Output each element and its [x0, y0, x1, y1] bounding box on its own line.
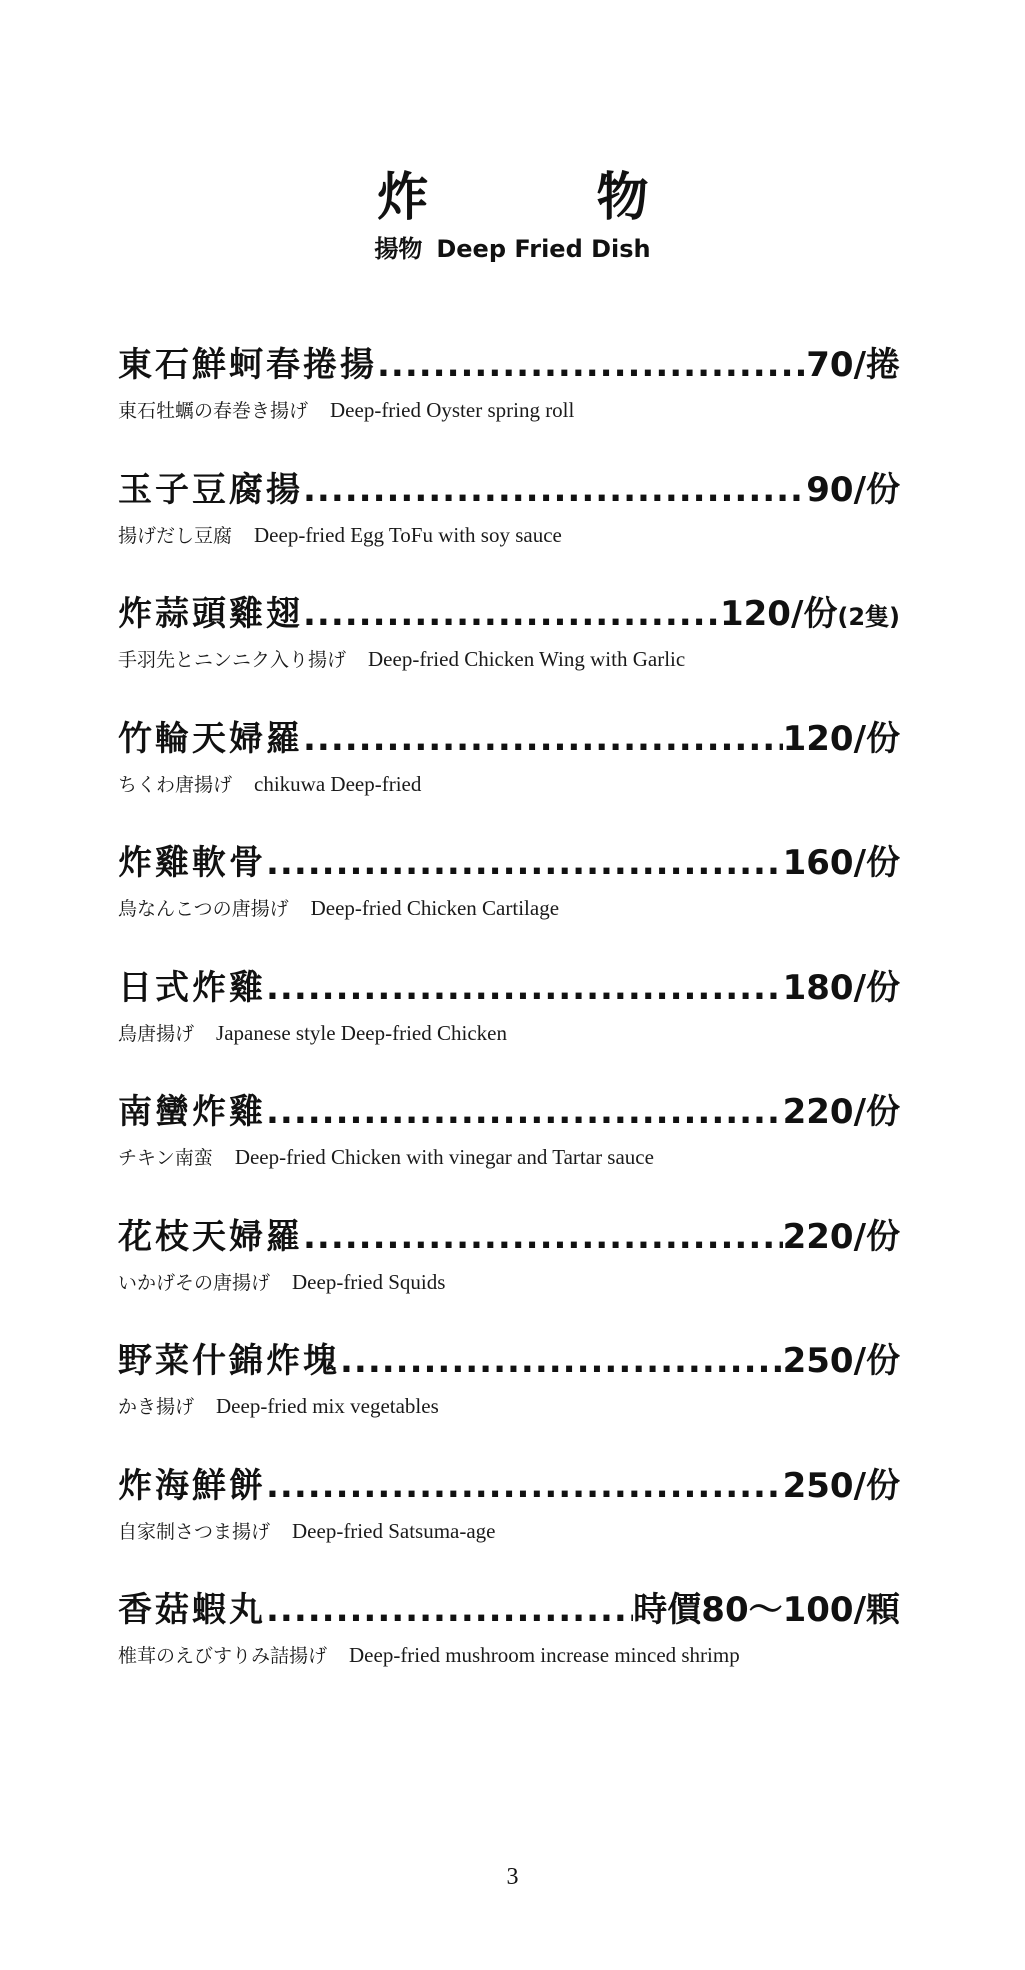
- menu-item-line: [118, 591, 900, 637]
- menu-list: [118, 342, 900, 1712]
- item-desc-japanese: 椎茸のえびすりみ詰揚げ: [118, 1645, 328, 1667]
- page-subtitle: [0, 233, 1025, 265]
- item-description: [118, 396, 900, 425]
- item-price-group: [806, 342, 900, 388]
- item-desc-english: Deep-fried Egg ToFu with soy sauce: [254, 522, 562, 547]
- menu-item-line: [118, 716, 900, 762]
- item-price-note: (2隻): [837, 603, 900, 631]
- menu-item: [118, 1089, 900, 1214]
- item-name: 炸雞軟骨: [118, 843, 266, 883]
- dot-leader: [377, 342, 806, 388]
- item-name: 香菇蝦丸: [118, 1590, 266, 1630]
- item-price-group: [783, 1463, 900, 1509]
- item-desc-japanese: いかげその唐揚げ: [118, 1271, 271, 1294]
- item-price: 250/份: [782, 1465, 900, 1506]
- menu-item: [118, 342, 900, 467]
- item-name: 日式炸雞: [118, 967, 266, 1008]
- subtitle-english: Deep Fried Dish: [436, 235, 651, 263]
- item-name: 炸海鮮餅: [118, 1465, 266, 1506]
- item-desc-english: Japanese style Deep-fried Chicken: [216, 1020, 507, 1045]
- item-price-group: [783, 1214, 900, 1260]
- menu-item: [118, 1214, 900, 1339]
- item-price: 120/份: [719, 594, 838, 634]
- dot-leader: [303, 591, 720, 637]
- menu-item-line: [118, 342, 900, 388]
- page-title: 炸 物: [376, 168, 707, 228]
- dot-leader: [266, 840, 783, 886]
- item-price: 90/份: [806, 469, 900, 510]
- dot-leader: [340, 1338, 783, 1384]
- item-name: 竹輪天婦羅: [118, 718, 303, 759]
- dot-leader: [266, 1089, 783, 1135]
- menu-item-line: [118, 467, 900, 513]
- item-desc-english: chikuwa Deep-fried: [254, 771, 422, 796]
- item-desc-english: Deep-fried Chicken Cartilage: [310, 896, 560, 920]
- item-description: [118, 1268, 900, 1297]
- item-price-group: [783, 1338, 900, 1384]
- item-description: [118, 1392, 900, 1421]
- item-desc-japanese: チキン南蛮: [118, 1147, 213, 1169]
- item-name: 南蠻炸雞: [118, 1092, 266, 1132]
- item-desc-japanese: 鳥唐揚げ: [118, 1022, 195, 1045]
- subtitle-japanese: 揚物: [374, 235, 423, 263]
- item-desc-english: Deep-fried Chicken with vinegar and Tartar sauce: [234, 1145, 654, 1169]
- item-desc-japanese: 手羽先とニンニク入り揚げ: [118, 649, 347, 671]
- item-name: 玉子豆腐揚: [118, 469, 303, 510]
- menu-item: [118, 1587, 900, 1712]
- item-price: 160/份: [782, 843, 900, 883]
- menu-item-line: [118, 1587, 900, 1633]
- item-price-group: [783, 1089, 900, 1135]
- item-desc-english: Deep-fried mushroom increase minced shrimp: [349, 1643, 740, 1667]
- item-name: 花枝天婦羅: [118, 1216, 303, 1257]
- item-desc-english: Deep-fried Chicken Wing with Garlic: [368, 647, 686, 671]
- item-description: [118, 894, 900, 923]
- item-price: 220/份: [782, 1216, 900, 1257]
- menu-item: [118, 591, 900, 716]
- item-desc-japanese: 鳥なんこつの唐揚げ: [118, 898, 289, 920]
- item-desc-english: Deep-fried Oyster spring roll: [330, 398, 575, 422]
- item-description: [118, 770, 900, 799]
- menu-item-line: [118, 1338, 900, 1384]
- item-price-group: [720, 591, 900, 640]
- item-description: [118, 521, 900, 550]
- item-desc-japanese: 東石牡蠣の春巻き揚げ: [118, 400, 309, 422]
- item-price-group: [633, 1587, 900, 1633]
- dot-leader: [266, 1463, 783, 1509]
- item-price: 時價80～100/顆: [633, 1590, 900, 1630]
- item-description: [118, 1641, 900, 1670]
- item-price-group: [806, 467, 900, 513]
- menu-item: [118, 965, 900, 1090]
- item-price-group: [783, 716, 900, 762]
- menu-item: [118, 467, 900, 592]
- item-description: [118, 1517, 900, 1546]
- item-desc-japanese: ちくわ唐揚げ: [118, 773, 233, 796]
- dot-leader: [266, 965, 783, 1011]
- item-price: 120/份: [782, 718, 900, 759]
- item-description: [118, 1143, 900, 1172]
- item-desc-japanese: かき揚げ: [118, 1396, 195, 1418]
- menu-item-line: [118, 1214, 900, 1260]
- item-desc-english: Deep-fried Squids: [292, 1269, 446, 1294]
- dot-leader: [303, 1214, 783, 1260]
- menu-item: [118, 1463, 900, 1588]
- item-name: 炸蒜頭雞翅: [118, 594, 303, 634]
- item-price: 180/份: [782, 967, 900, 1008]
- menu-item: [118, 716, 900, 841]
- menu-item: [118, 840, 900, 965]
- item-price-group: [783, 840, 900, 886]
- dot-leader: [266, 1587, 633, 1633]
- item-desc-japanese: 自家制さつま揚げ: [118, 1520, 271, 1543]
- item-description: [118, 645, 900, 674]
- item-desc-english: Deep-fried mix vegetables: [216, 1394, 439, 1418]
- item-price: 70/捲: [806, 345, 900, 385]
- menu-item-line: [118, 1089, 900, 1135]
- menu-item-line: [118, 840, 900, 886]
- item-price-group: [783, 965, 900, 1011]
- menu-item-line: [118, 1463, 900, 1509]
- dot-leader: [303, 716, 783, 762]
- menu-item-line: [118, 965, 900, 1011]
- item-price: 220/份: [782, 1092, 900, 1132]
- item-desc-english: Deep-fried Satsuma-age: [292, 1518, 496, 1543]
- page-number: 3: [506, 1864, 519, 1890]
- item-name: 東石鮮蚵春捲揚: [118, 345, 377, 385]
- item-price: 250/份: [782, 1341, 900, 1381]
- item-description: [118, 1019, 900, 1048]
- menu-item: [118, 1338, 900, 1463]
- item-desc-japanese: 揚げだし豆腐: [118, 524, 233, 547]
- dot-leader: [303, 467, 806, 513]
- item-name: 野菜什錦炸塊: [118, 1341, 340, 1381]
